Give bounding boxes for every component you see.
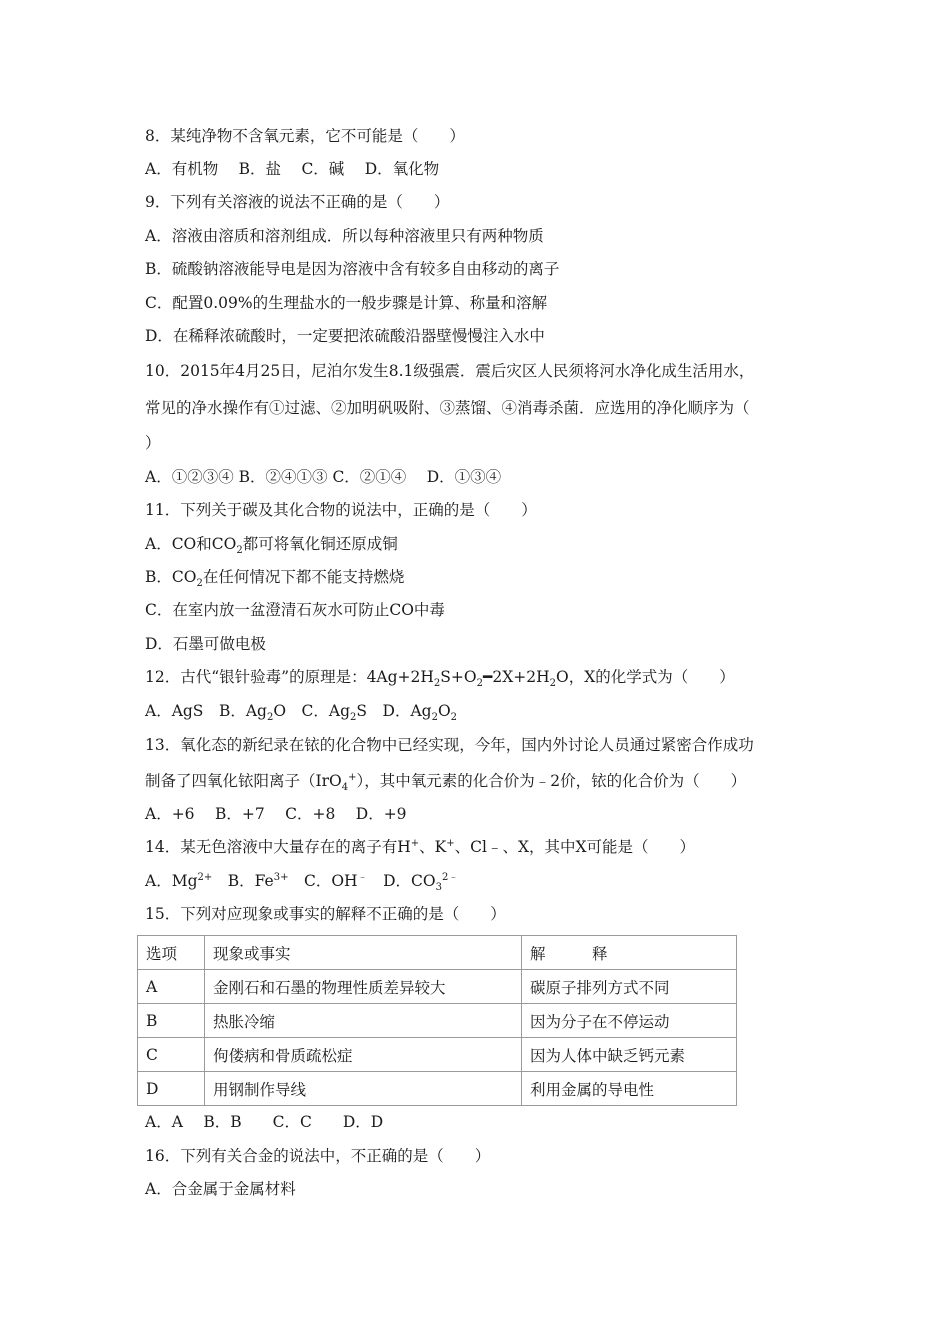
q15-options: A．A B．B C．C D．D (145, 1113, 384, 1131)
q15-stem: 15．下列对应现象或事实的解释不正确的是（ ） (145, 905, 506, 923)
table-cell: 因为分子在不停运动 (522, 1004, 737, 1038)
table-header-row (138, 936, 737, 970)
q11-option-d: D．石墨可做电极 (145, 635, 266, 653)
table-header-cell: 解 释 (522, 936, 737, 970)
q9-option-c: C．配置0.09%的生理盐水的一般步骤是计算、称量和溶解 (145, 294, 548, 312)
q8-stem: 8．某纯净物不含氧元素，它不可能是（ ） (145, 127, 465, 145)
q9-option-d: D．在稀释浓硫酸时，一定要把浓硫酸沿器壁慢慢注入水中 (145, 327, 545, 345)
table-cell: 利用金属的导电性 (522, 1072, 737, 1106)
q9-option-b: B．硫酸钠溶液能导电是因为溶液中含有较多自由移动的离子 (145, 260, 560, 278)
q12-options: A．AgS B．$Ag_2O$ C．$Ag_2S$ D．$Ag_2O_2$ (145, 702, 458, 724)
table-cell: 用钢制作导线 (205, 1072, 522, 1106)
table-cell: B (138, 1004, 205, 1038)
table-row (138, 1038, 737, 1072)
q13-stem-line2: 制备了四氧化铱阳离子（IrO$_4$+），其中氧元素的化合价为﹣2价，铱的化合价为（ ） (145, 771, 747, 794)
table-cell: 因为人体中缺乏钙元素 (522, 1038, 737, 1072)
q11-option-c: C．在室内放一盆澄清石灰水可防止CO中毒 (145, 601, 445, 619)
table-header-cell: 选项 (138, 936, 205, 970)
q11-stem: 11．下列关于碳及其化合物的说法中，正确的是（ ） (145, 501, 537, 519)
q9-option-a: A．溶液由溶质和溶剂组成．所以每种溶液里只有两种物质 (145, 227, 544, 245)
table-row (138, 1004, 737, 1038)
q8-options: A．有机物 B．盐 C．碱 D．氧化物 (145, 160, 440, 178)
q13-options: A．+6 B．+7 C．+8 D．+9 (145, 805, 407, 823)
q16-stem: 16．下列有关合金的说法中，不正确的是（ ） (145, 1147, 491, 1165)
q11-option-b: B．$CO_2$在任何情况下都不能支持燃烧 (145, 568, 405, 590)
table-row (138, 1072, 737, 1106)
q9-stem: 9．下列有关溶液的说法不正确的是（ ） (145, 193, 450, 211)
q15-table (137, 935, 737, 1106)
table-header-cell: 现象或事实 (205, 936, 522, 970)
q13-stem-line1: 13．氧化态的新纪录在铱的化合物中已经实现，今年，国内外讨论人员通过紧密合作成功 (145, 736, 754, 754)
q14-options: A．$Mg^{2+}$ B．$Fe^{3+}$ C．OH﹣ D．$CO_3^{2﹣}$ (145, 871, 459, 894)
q10-stem-line2: 常见的净水操作有①过滤、②加明矾吸附、③蒸馏、④消毒杀菌．应选用的净化顺序为（ (145, 399, 750, 417)
table-cell: 碳原子排列方式不同 (522, 970, 737, 1004)
table-cell: C (138, 1038, 205, 1072)
table-cell: D (138, 1072, 205, 1106)
q11-option-a: A．CO和$CO_2$都可将氧化铜还原成铜 (145, 535, 398, 557)
table-cell: A (138, 970, 205, 1004)
table-cell: 热胀冷缩 (205, 1004, 522, 1038)
table-cell: 佝偻病和骨质疏松症 (205, 1038, 522, 1072)
q16-option-a: A．合金属于金属材料 (145, 1180, 296, 1198)
table-row (138, 970, 737, 1004)
q10-options: A．①②③④ B．②④①③ C．②①④ D．①③④ (145, 468, 502, 486)
q10-stem-line1: 10．2015年4月25日，尼泊尔发生8.1级强震．震后灾区人民须将河水净化成生活用水， (145, 362, 755, 380)
q14-stem: 14．某无色溶液中大量存在的离子有H+、K+、Cl﹣、X，其中X可能是（ ） (145, 837, 696, 856)
q12-stem: 12．古代“银针验毒”的原理是：$4Ag+2H_2S+O_2━2X+2H_2O$，X的化学式为（ ） (145, 668, 735, 690)
table-cell: 金刚石和石墨的物理性质差异较大 (205, 970, 522, 1004)
q10-stem-line3: ） (145, 434, 161, 452)
